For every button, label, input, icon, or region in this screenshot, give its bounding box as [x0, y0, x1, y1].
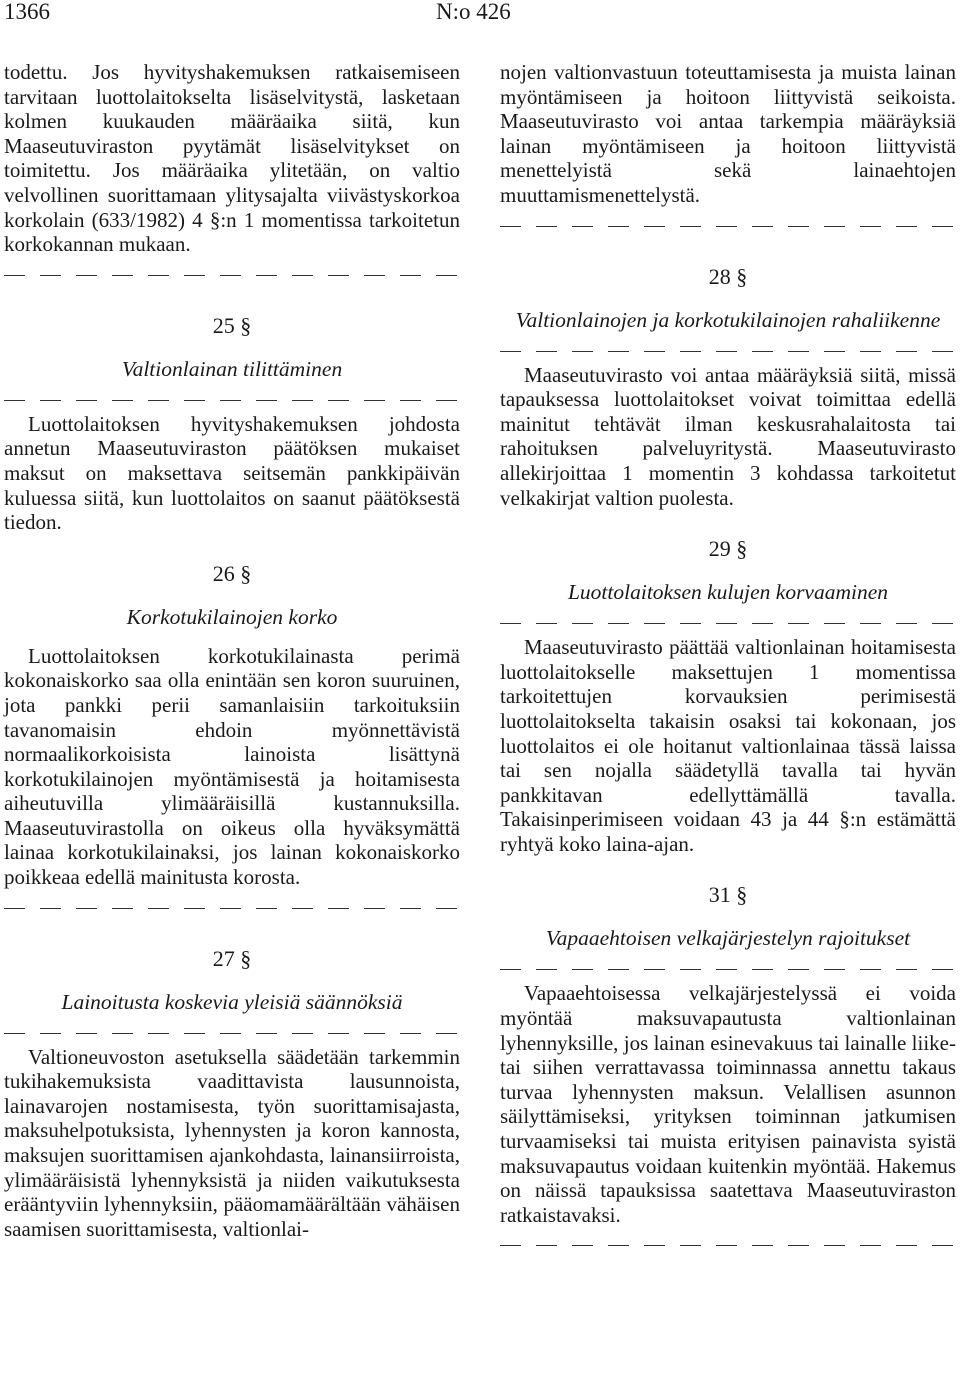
section-31-text: Vapaaehtoisessa velkajärjestelyssä ei voida myöntää maksuvapautusta valtionlainan lyhennyksille, jos lainan esinevakuus tai lainalle liike- tai siihen verrattavassa toiminnassa annettu takaus turvaa lyhennysten maksun. Velallisen asunnon säilyttämiseksi, yrityksen toiminnan jatkumisen turvaamiseksi tai muista erityisen painavista syistä maksuvapautus voidaan kuitenkin myöntää. Hakemus on näissä tapauksissa saatettava Maaseutuviraston ratkaistavaksi.: [500, 981, 956, 1227]
right-column: [500, 60, 956, 1257]
section-26-title: Korkotukilainojen korko: [126, 604, 338, 629]
section-divider: [500, 611, 956, 635]
section-28-text: Maaseutuvirasto voi antaa määräyksiä siitä, missä tapauksessa luottolaitokset voivat toimittaa edellä mainitut tehtävät ilman keskusrahalaitosta tai rahoituksen palveluyritystä. Maaseutuvirasto allekirjoittaa 1 momentin 3 kohdassa tarkoitetut velkakirjat valtion puolesta.: [500, 362, 956, 510]
page-header: [4, 0, 956, 30]
section-27-text: Valtioneuvoston asetuksella säädetään tarkemmin tukihakemuksista vaadittavista lausunnoista, lainavarojen nostamisesta, työn suorittamisajasta, maksuhelpotuksista, lyhennysten ja koron kannosta, maksujen suorittamisen ajankohdasta, lainansiirroista, ylimääräisistä lyhennyksistä ja niiden vaikutuksesta erääntyviin lyhennyksiin, pääomamäärältään vähäisen saamisen suorittamisesta, valtionlai-: [4, 1044, 460, 1241]
section-29-number: 29 §: [708, 536, 748, 562]
section-25-title: Valtionlainan tilittäminen: [121, 356, 343, 381]
section-26-number: 26 §: [212, 560, 252, 586]
continued-paragraph: nojen valtionvastuun toteuttamisesta ja muista lainan myöntämiseen ja hoitoon liittyvistä seikoista. Maaseutuvirasto voi antaa tarkempia määräyksiä lainan myöntämiseen ja hoitoon liittyvistä menettelyistä sekä lainaehtojen muuttamismenettelystä.: [500, 60, 956, 207]
page-number: 1366: [4, 0, 50, 24]
section-27-title: Lainoitusta koskevia yleisiä säännöksiä: [61, 989, 403, 1014]
section-27-number: 27 §: [212, 945, 252, 971]
section-28-number: 28 §: [708, 263, 748, 289]
section-29-title: Luottolaitoksen kulujen korvaaminen: [567, 580, 889, 605]
section-29-text: Maaseutuvirasto päättää valtionlainan hoitamisesta luottolaitokselle maksettujen 1 momentissa tarkoitettujen korvauksien perimisestä luottolaitokselta takaisin osaksi tai kokonaan, jos luottolaitos ei ole hoitanut valtionlainaa tässä laissa tai sen nojalla säädetyllä tavalla tai hyvän pankkitavan edellyttämällä tavalla. Takaisinperimiseen voidaan 43 ja 44 §:n estämättä ryhtyä koko laina-ajan.: [500, 635, 956, 856]
section-31-number: 31 §: [708, 882, 748, 908]
left-column: [4, 60, 460, 1241]
section-25-text: Luottolaitoksen hyvityshakemuksen johdosta annetun Maaseutuviraston päätöksen mukaiset maksut on maksettava seitsemän pankkipäivän kuluessa siitä, kun luottolaitos on saanut päätöksestä tiedon.: [4, 411, 460, 535]
section-divider: [500, 1233, 956, 1257]
gazette-number: N:o 426: [436, 0, 511, 24]
section-31-title: Vapaaehtoisen velkajärjestelyn rajoitukset: [545, 926, 911, 951]
section-divider: [4, 896, 460, 920]
continued-paragraph: todettu. Jos hyvityshakemuksen ratkaisemiseen tarvitaan luottolaitokselta lisäselvitystä, lasketaan kolmen kuukauden määräaika siitä, kun Maaseutuviraston pyytämät lisäselvitykset on toimitettu. Jos määräaika ylitetään, on valtio velvollinen suorittamaan ylitysajalta viivästyskorkoa korkolain (633/1982) 4 §:n 1 momentissa tarkoitetun korkokannan mukaan.: [4, 60, 460, 257]
section-25-number: 25 §: [212, 312, 252, 338]
section-divider: [4, 1021, 460, 1045]
section-divider: [4, 388, 460, 412]
section-divider: [500, 957, 956, 981]
section-divider: [500, 339, 956, 363]
section-divider: [4, 263, 460, 287]
section-28-title: Valtionlainojen ja korkotukilainojen rahaliikenne: [515, 307, 941, 332]
section-26-text: Luottolaitoksen korkotukilainasta perimä kokonaiskorko saa olla enintään sen koron suuruinen, jota pankki perii samanlaisiin tarkoituksiin tavanomaisin ehdoin myönnettävistä normaalikorkoisista lainoista lisättynä korkotukilainojen myöntämisestä ja hoitamisesta aiheutuvilla ylimääräisillä kustannuksilla. Maaseutuvirastolla on oikeus olla hyväksymättä lainaa korkotukilainaksi, jos lainan kokonaiskorko poikkeaa edellä mainitusta korosta.: [4, 643, 460, 890]
section-divider: [500, 214, 956, 238]
